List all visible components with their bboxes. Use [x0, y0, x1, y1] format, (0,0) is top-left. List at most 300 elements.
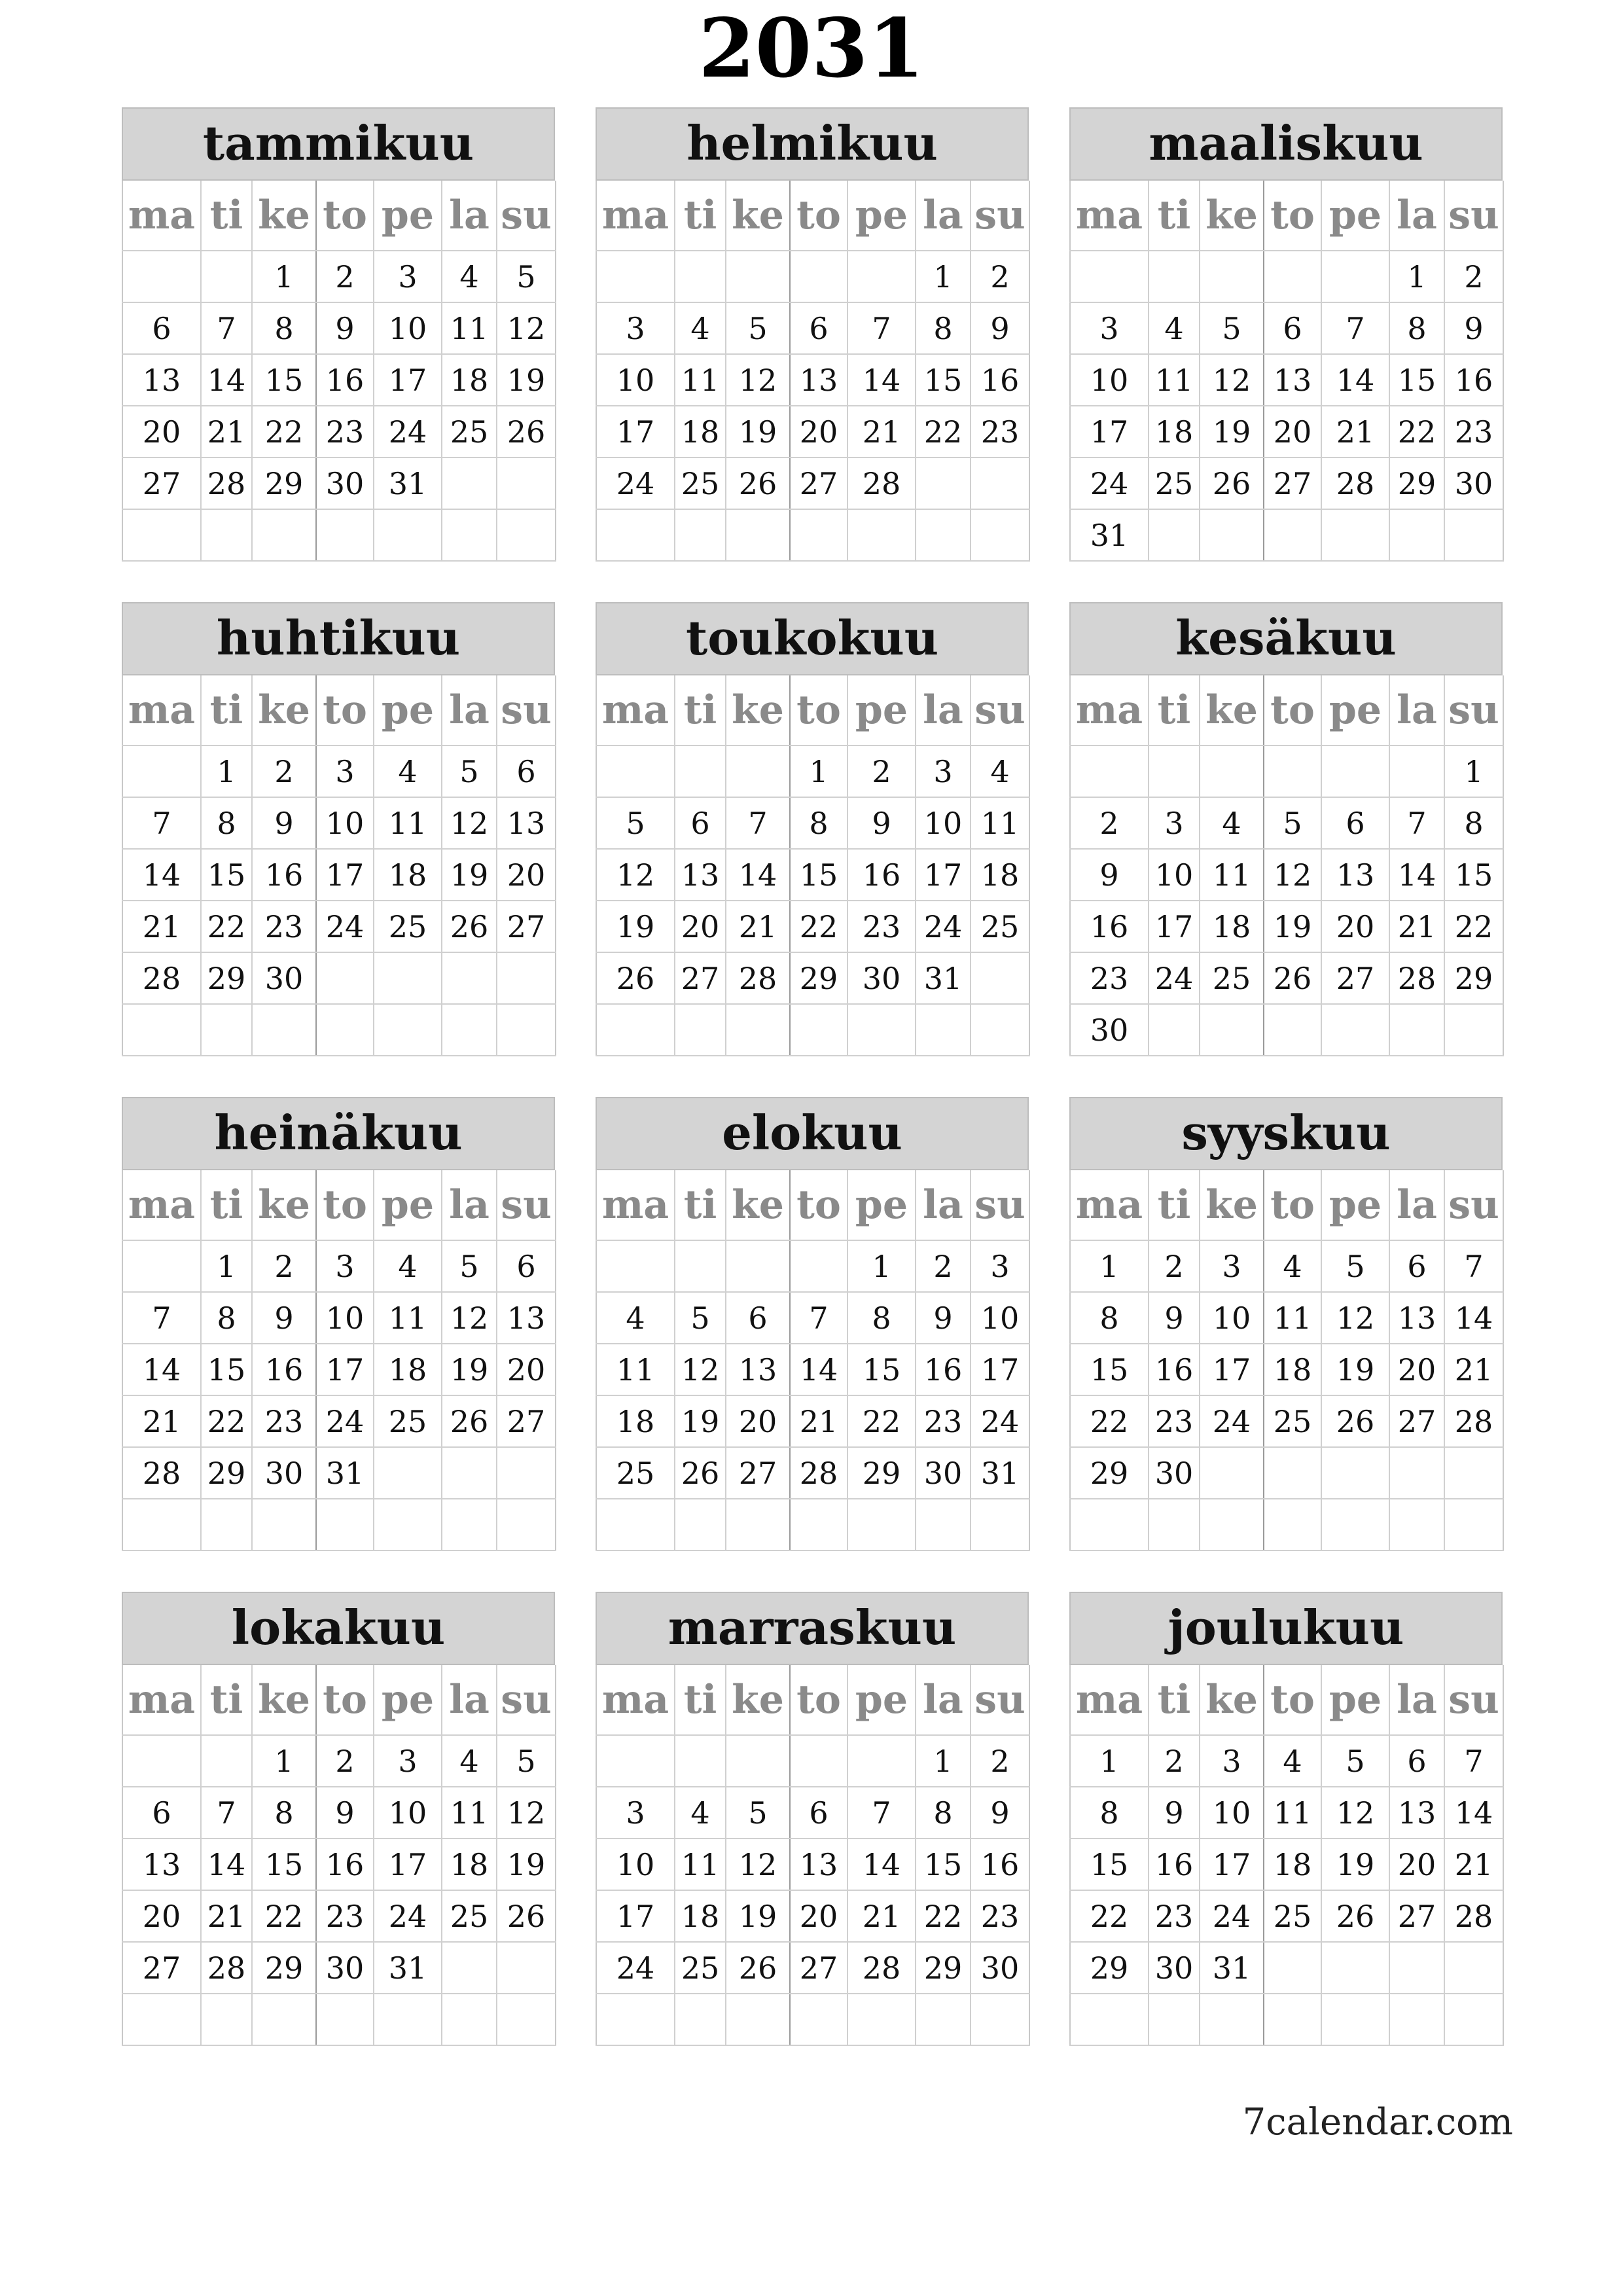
- day-cell: 15: [1070, 1839, 1149, 1890]
- day-cell: 26: [497, 406, 556, 457]
- weekday-label: ke: [1200, 675, 1264, 745]
- day-cell: 21: [1321, 406, 1389, 457]
- week-row: [122, 251, 556, 302]
- day-cell: 10: [916, 797, 971, 849]
- day-cell: [1444, 1004, 1503, 1056]
- day-cell: 8: [790, 797, 847, 849]
- weekday-label: ke: [252, 181, 316, 251]
- day-cell: 10: [1200, 1292, 1264, 1344]
- day-cell: 26: [442, 901, 497, 952]
- day-cell: 27: [790, 457, 847, 509]
- weekday-label: la: [916, 1665, 971, 1735]
- day-cell: 24: [1200, 1890, 1264, 1942]
- day-cell: [726, 1240, 790, 1292]
- day-cell: [1200, 1499, 1264, 1551]
- day-cell: 18: [1149, 406, 1200, 457]
- day-cell: 16: [1149, 1344, 1200, 1395]
- weekday-label: pe: [1321, 181, 1389, 251]
- day-cell: [316, 1004, 374, 1056]
- weekday-label: ke: [726, 1665, 790, 1735]
- day-cell: 19: [497, 354, 556, 406]
- day-cell: 2: [847, 745, 916, 797]
- day-cell: 21: [201, 406, 252, 457]
- week-row: [596, 1447, 1029, 1499]
- day-cell: 14: [1321, 354, 1389, 406]
- day-cell: 9: [1070, 849, 1149, 901]
- week-row: [1070, 509, 1503, 561]
- day-cell: 26: [726, 457, 790, 509]
- weekday-label: ke: [1200, 1665, 1264, 1735]
- weekday-label: to: [790, 675, 847, 745]
- weekday-header-row: [122, 1665, 556, 1735]
- weekday-header-row: [596, 181, 1029, 251]
- day-cell: 13: [790, 354, 847, 406]
- day-cell: 14: [790, 1344, 847, 1395]
- day-cell: [726, 1499, 790, 1551]
- day-cell: 31: [971, 1447, 1029, 1499]
- week-row: [1070, 1395, 1503, 1447]
- weekday-label: su: [1444, 675, 1503, 745]
- weekday-label: to: [790, 1665, 847, 1735]
- day-cell: 19: [442, 1344, 497, 1395]
- week-row: [122, 457, 556, 509]
- day-cell: 28: [847, 457, 916, 509]
- week-row: [122, 1839, 556, 1890]
- day-cell: [497, 1499, 556, 1551]
- week-row: [1070, 1240, 1503, 1292]
- day-cell: [596, 251, 675, 302]
- week-row: [1070, 745, 1503, 797]
- day-cell: 4: [675, 1787, 726, 1839]
- weekday-label: ma: [1070, 1170, 1149, 1240]
- day-cell: 20: [675, 901, 726, 952]
- day-cell: 18: [442, 354, 497, 406]
- day-cell: 10: [971, 1292, 1029, 1344]
- week-row: [1070, 302, 1503, 354]
- week-row: [596, 1004, 1029, 1056]
- day-cell: 19: [1321, 1344, 1389, 1395]
- day-cell: [971, 952, 1029, 1004]
- day-cell: 26: [1200, 457, 1264, 509]
- day-cell: 19: [1321, 1839, 1389, 1890]
- week-row: [122, 1004, 556, 1056]
- week-row: [122, 302, 556, 354]
- weekday-label: pe: [374, 181, 442, 251]
- month-day-grid: [596, 1665, 1030, 2046]
- day-cell: 1: [916, 251, 971, 302]
- month-name: syyskuu: [1069, 1097, 1503, 1170]
- week-row: [1070, 1942, 1503, 1994]
- day-cell: 11: [374, 1292, 442, 1344]
- week-row: [122, 797, 556, 849]
- day-cell: 5: [442, 1240, 497, 1292]
- week-row: [1070, 1499, 1503, 1551]
- week-row: [122, 1344, 556, 1395]
- weekday-label: ma: [596, 181, 675, 251]
- day-cell: 5: [675, 1292, 726, 1344]
- day-cell: 12: [726, 354, 790, 406]
- day-cell: [1321, 1994, 1389, 2045]
- week-row: [1070, 1344, 1503, 1395]
- weekday-label: su: [497, 675, 556, 745]
- day-cell: 16: [252, 1344, 316, 1395]
- day-cell: 30: [316, 1942, 374, 1994]
- day-cell: 27: [1321, 952, 1389, 1004]
- day-cell: [1444, 1994, 1503, 2045]
- day-cell: 30: [252, 952, 316, 1004]
- day-cell: 18: [1200, 901, 1264, 952]
- weekday-label: to: [1264, 1665, 1321, 1735]
- day-cell: 24: [374, 406, 442, 457]
- day-cell: [916, 509, 971, 561]
- day-cell: 8: [201, 1292, 252, 1344]
- day-cell: 29: [1070, 1942, 1149, 1994]
- day-cell: 10: [596, 354, 675, 406]
- month-name: huhtikuu: [122, 602, 555, 675]
- day-cell: [790, 1994, 847, 2045]
- week-row: [122, 1787, 556, 1839]
- day-cell: 16: [1444, 354, 1503, 406]
- day-cell: 29: [1444, 952, 1503, 1004]
- weekday-label: to: [316, 181, 374, 251]
- day-cell: 13: [726, 1344, 790, 1395]
- day-cell: 16: [971, 354, 1029, 406]
- day-cell: 20: [790, 406, 847, 457]
- week-row: [122, 901, 556, 952]
- day-cell: 14: [1444, 1787, 1503, 1839]
- weekday-label: la: [1389, 1665, 1444, 1735]
- month-name: marraskuu: [596, 1592, 1029, 1665]
- day-cell: 27: [122, 1942, 201, 1994]
- day-cell: 4: [1200, 797, 1264, 849]
- week-row: [596, 745, 1029, 797]
- day-cell: 30: [1149, 1942, 1200, 1994]
- day-cell: [726, 1994, 790, 2045]
- day-cell: 22: [252, 1890, 316, 1942]
- day-cell: 27: [497, 1395, 556, 1447]
- day-cell: 3: [316, 745, 374, 797]
- day-cell: 25: [1149, 457, 1200, 509]
- weekday-label: pe: [374, 1170, 442, 1240]
- day-cell: 20: [1389, 1839, 1444, 1890]
- day-cell: 1: [201, 745, 252, 797]
- day-cell: [252, 1499, 316, 1551]
- year-title: 2031: [698, 1, 925, 96]
- day-cell: 24: [374, 1890, 442, 1942]
- week-row: [122, 1994, 556, 2045]
- weekday-label: ti: [675, 1170, 726, 1240]
- day-cell: 3: [374, 1735, 442, 1787]
- weekday-label: to: [790, 1170, 847, 1240]
- day-cell: 20: [1389, 1344, 1444, 1395]
- day-cell: 2: [971, 251, 1029, 302]
- weekday-label: pe: [847, 675, 916, 745]
- day-cell: [1200, 1004, 1264, 1056]
- week-row: [1070, 1839, 1503, 1890]
- day-cell: [971, 1994, 1029, 2045]
- week-row: [1070, 406, 1503, 457]
- day-cell: 18: [675, 1890, 726, 1942]
- day-cell: 9: [1149, 1292, 1200, 1344]
- day-cell: 30: [847, 952, 916, 1004]
- day-cell: 16: [1070, 901, 1149, 952]
- day-cell: 7: [122, 797, 201, 849]
- day-cell: 8: [1389, 302, 1444, 354]
- footer-site: 7calendar.com: [1242, 2101, 1513, 2144]
- day-cell: [1264, 1447, 1321, 1499]
- day-cell: [1444, 1499, 1503, 1551]
- day-cell: [316, 952, 374, 1004]
- day-cell: [1070, 745, 1149, 797]
- day-cell: 23: [916, 1395, 971, 1447]
- day-cell: 13: [1321, 849, 1389, 901]
- day-cell: 3: [1070, 302, 1149, 354]
- week-row: [122, 1942, 556, 1994]
- day-cell: 15: [916, 1839, 971, 1890]
- weekday-label: la: [442, 1170, 497, 1240]
- day-cell: [122, 1240, 201, 1292]
- day-cell: 9: [252, 1292, 316, 1344]
- weekday-label: ti: [1149, 675, 1200, 745]
- day-cell: 20: [1321, 901, 1389, 952]
- day-cell: 5: [596, 797, 675, 849]
- day-cell: 5: [497, 251, 556, 302]
- day-cell: [1444, 1447, 1503, 1499]
- day-cell: 6: [122, 302, 201, 354]
- day-cell: 3: [1200, 1240, 1264, 1292]
- day-cell: [675, 1240, 726, 1292]
- day-cell: 1: [916, 1735, 971, 1787]
- day-cell: 15: [1389, 354, 1444, 406]
- day-cell: [847, 1499, 916, 1551]
- month-8: [596, 1097, 1029, 1551]
- weekday-label: pe: [374, 675, 442, 745]
- day-cell: 1: [1444, 745, 1503, 797]
- day-cell: 21: [1444, 1344, 1503, 1395]
- weekday-label: ti: [675, 675, 726, 745]
- weekday-label: pe: [1321, 675, 1389, 745]
- week-row: [596, 302, 1029, 354]
- day-cell: 26: [497, 1890, 556, 1942]
- day-cell: [122, 1994, 201, 2045]
- day-cell: 8: [252, 1787, 316, 1839]
- day-cell: [675, 1735, 726, 1787]
- day-cell: 24: [971, 1395, 1029, 1447]
- month-9: [1069, 1097, 1503, 1551]
- day-cell: 16: [316, 354, 374, 406]
- weekday-label: ma: [122, 181, 201, 251]
- day-cell: 6: [790, 302, 847, 354]
- day-cell: 2: [971, 1735, 1029, 1787]
- day-cell: [1070, 251, 1149, 302]
- weekday-label: su: [971, 1170, 1029, 1240]
- weekday-label: su: [971, 1665, 1029, 1735]
- day-cell: 17: [1149, 901, 1200, 952]
- day-cell: 13: [1389, 1292, 1444, 1344]
- day-cell: [1264, 745, 1321, 797]
- month-name: maaliskuu: [1069, 107, 1503, 181]
- week-row: [1070, 251, 1503, 302]
- day-cell: [1200, 251, 1264, 302]
- day-cell: [497, 952, 556, 1004]
- day-cell: 15: [252, 354, 316, 406]
- day-cell: [790, 1735, 847, 1787]
- day-cell: [847, 1004, 916, 1056]
- weekday-header-row: [1070, 675, 1503, 745]
- weekday-label: ma: [122, 675, 201, 745]
- day-cell: 10: [374, 1787, 442, 1839]
- day-cell: 27: [790, 1942, 847, 1994]
- week-row: [1070, 901, 1503, 952]
- weekday-header-row: [596, 675, 1029, 745]
- day-cell: 30: [1444, 457, 1503, 509]
- weekday-label: ma: [1070, 675, 1149, 745]
- day-cell: 6: [726, 1292, 790, 1344]
- week-row: [596, 1344, 1029, 1395]
- day-cell: [1389, 1499, 1444, 1551]
- weekday-header-row: [1070, 181, 1503, 251]
- day-cell: [1389, 509, 1444, 561]
- day-cell: 21: [1444, 1839, 1503, 1890]
- week-row: [1070, 1994, 1503, 2045]
- day-cell: 27: [1389, 1395, 1444, 1447]
- day-cell: 24: [1200, 1395, 1264, 1447]
- day-cell: 13: [497, 797, 556, 849]
- weekday-label: ma: [596, 1170, 675, 1240]
- weekday-label: ti: [201, 1170, 252, 1240]
- day-cell: 11: [1200, 849, 1264, 901]
- day-cell: 11: [1149, 354, 1200, 406]
- day-cell: 22: [252, 406, 316, 457]
- day-cell: [1264, 1942, 1321, 1994]
- day-cell: 27: [1264, 457, 1321, 509]
- day-cell: [497, 457, 556, 509]
- day-cell: [122, 745, 201, 797]
- day-cell: 18: [374, 1344, 442, 1395]
- day-cell: 7: [1444, 1240, 1503, 1292]
- day-cell: 28: [1321, 457, 1389, 509]
- day-cell: 21: [201, 1890, 252, 1942]
- day-cell: 5: [726, 1787, 790, 1839]
- day-cell: 26: [1264, 952, 1321, 1004]
- month-name: heinäkuu: [122, 1097, 555, 1170]
- day-cell: [497, 1994, 556, 2045]
- day-cell: 17: [596, 406, 675, 457]
- weekday-label: la: [442, 675, 497, 745]
- day-cell: 24: [316, 901, 374, 952]
- month-name: kesäkuu: [1069, 602, 1503, 675]
- month-name: tammikuu: [122, 107, 555, 181]
- month-day-grid: [1069, 675, 1504, 1056]
- day-cell: 11: [971, 797, 1029, 849]
- day-cell: 24: [596, 457, 675, 509]
- day-cell: [1200, 1994, 1264, 2045]
- day-cell: 23: [971, 406, 1029, 457]
- day-cell: 16: [971, 1839, 1029, 1890]
- weekday-label: ma: [122, 1665, 201, 1735]
- day-cell: 22: [790, 901, 847, 952]
- day-cell: 31: [916, 952, 971, 1004]
- day-cell: 9: [316, 302, 374, 354]
- weekday-label: ke: [726, 675, 790, 745]
- weekday-label: pe: [374, 1665, 442, 1735]
- day-cell: 29: [847, 1447, 916, 1499]
- day-cell: 7: [726, 797, 790, 849]
- day-cell: [1200, 509, 1264, 561]
- day-cell: 14: [726, 849, 790, 901]
- day-cell: 10: [1200, 1787, 1264, 1839]
- weekday-label: to: [316, 675, 374, 745]
- day-cell: 4: [971, 745, 1029, 797]
- weekday-label: ma: [1070, 1665, 1149, 1735]
- day-cell: 19: [442, 849, 497, 901]
- day-cell: [971, 457, 1029, 509]
- day-cell: 29: [916, 1942, 971, 1994]
- weekday-label: pe: [847, 1665, 916, 1735]
- weekday-header-row: [122, 181, 556, 251]
- day-cell: 9: [971, 302, 1029, 354]
- day-cell: 17: [596, 1890, 675, 1942]
- week-row: [596, 1890, 1029, 1942]
- day-cell: [122, 1499, 201, 1551]
- weekday-label: ti: [201, 675, 252, 745]
- month-4: [122, 602, 555, 1056]
- week-row: [1070, 1004, 1503, 1056]
- week-row: [122, 1499, 556, 1551]
- weekday-label: su: [1444, 1665, 1503, 1735]
- day-cell: 11: [374, 797, 442, 849]
- day-cell: 27: [122, 457, 201, 509]
- month-name: helmikuu: [596, 107, 1029, 181]
- week-row: [1070, 457, 1503, 509]
- day-cell: 17: [1070, 406, 1149, 457]
- day-cell: 27: [1389, 1890, 1444, 1942]
- day-cell: [201, 1499, 252, 1551]
- day-cell: [201, 509, 252, 561]
- week-row: [596, 354, 1029, 406]
- weekday-header-row: [596, 1665, 1029, 1735]
- day-cell: [1321, 1447, 1389, 1499]
- weekday-label: ti: [1149, 181, 1200, 251]
- week-row: [1070, 849, 1503, 901]
- weekday-label: su: [971, 181, 1029, 251]
- day-cell: [1389, 1942, 1444, 1994]
- day-cell: 8: [916, 302, 971, 354]
- weekday-label: ti: [675, 1665, 726, 1735]
- day-cell: 11: [442, 1787, 497, 1839]
- day-cell: 30: [1149, 1447, 1200, 1499]
- day-cell: 13: [1264, 354, 1321, 406]
- day-cell: 31: [374, 1942, 442, 1994]
- day-cell: 18: [596, 1395, 675, 1447]
- day-cell: 20: [497, 849, 556, 901]
- day-cell: 2: [916, 1240, 971, 1292]
- week-row: [596, 251, 1029, 302]
- day-cell: 26: [596, 952, 675, 1004]
- weekday-label: ma: [1070, 181, 1149, 251]
- day-cell: 14: [201, 1839, 252, 1890]
- day-cell: 19: [1264, 901, 1321, 952]
- day-cell: 15: [252, 1839, 316, 1890]
- week-row: [596, 1942, 1029, 1994]
- day-cell: 4: [596, 1292, 675, 1344]
- day-cell: 13: [790, 1839, 847, 1890]
- day-cell: [201, 1994, 252, 2045]
- day-cell: 19: [726, 1890, 790, 1942]
- day-cell: 14: [847, 354, 916, 406]
- day-cell: [675, 745, 726, 797]
- day-cell: 11: [442, 302, 497, 354]
